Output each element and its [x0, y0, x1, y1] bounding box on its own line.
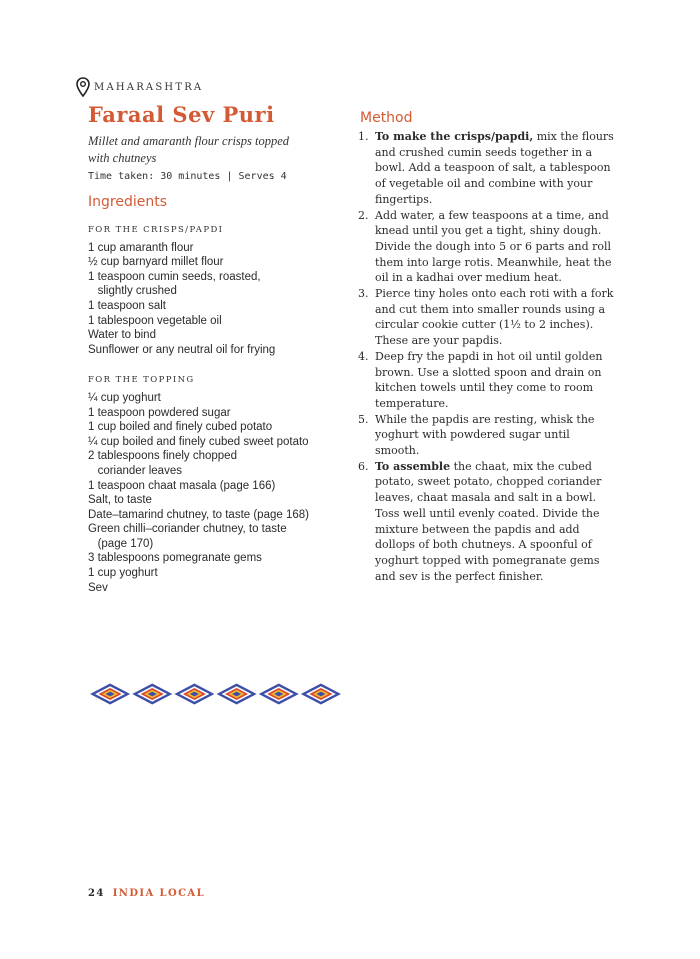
- step-number: 1.: [358, 130, 369, 143]
- step-lead: To assemble: [375, 459, 451, 473]
- ingredient-item: slightly crushed: [88, 285, 177, 298]
- method-step: 1. To make the crisps/papdi, mix the flours and crushed cumin seeds together in a bowl. Add a teaspoon of salt, a tablespoon of vegetable oil and combine with your fingertips.: [358, 130, 614, 206]
- ingredient-item: 1 tablespoon vegetable oil: [88, 314, 222, 327]
- method-steps: [358, 129, 616, 584]
- ingredient-section-label: FOR THE CRISPS/PAPDI: [88, 225, 224, 235]
- step-lead: To make the crisps/papdi,: [375, 130, 534, 143]
- ingredients-list: [88, 217, 338, 595]
- diamond-motif: [132, 684, 172, 705]
- ingredient-item: coriander leaves: [88, 464, 182, 477]
- ingredient-item: (page 170): [88, 537, 154, 550]
- region-label: [76, 77, 203, 97]
- diamond-motif: [217, 684, 257, 705]
- ingredient-item: 2 tablespoons finely chopped: [88, 450, 237, 463]
- step-number: 2.: [358, 208, 369, 222]
- ingredient-item: 1 teaspoon chaat masala (page 166): [88, 479, 276, 492]
- location-pin-icon: [76, 77, 90, 97]
- method-step: 4. Deep fry the papdi in hot oil until golden brown. Use a slotted spoon and drain on kitchen towels until they come to room temperature.: [358, 349, 603, 410]
- ingredient-section-label: FOR THE TOPPING: [88, 375, 195, 386]
- page-footer: [88, 888, 205, 899]
- ingredient-item: Water to bind: [88, 329, 156, 342]
- ingredient-item: Green chilli–coriander chutney, to taste: [88, 523, 287, 536]
- recipe-meta: Time taken: 30 minutes | Serves 4: [88, 171, 287, 182]
- ingredient-item: ½ cup barnyard millet flour: [88, 256, 224, 269]
- step-number: 3.: [358, 287, 369, 301]
- ingredient-item: 1 teaspoon powdered sugar: [88, 406, 231, 419]
- page-number: 24: [88, 888, 105, 899]
- diamond-motif: [90, 684, 130, 705]
- ingredient-item: 1 teaspoon salt: [88, 299, 167, 312]
- ingredient-item: ¼ cup boiled and finely cubed sweet potato: [88, 435, 309, 448]
- ingredient-item: Date–tamarind chutney, to taste (page 168): [88, 508, 309, 521]
- book-title: INDIA LOCAL: [112, 888, 206, 899]
- ingredient-item: 3 tablespoons pomegranate gems: [88, 552, 262, 565]
- ingredients-heading: Ingredients: [88, 194, 167, 210]
- recipe-title: Faraal Sev Puri: [88, 102, 275, 127]
- ingredient-item: Sunflower or any neutral oil for frying: [88, 343, 276, 356]
- diamond-motif: [259, 684, 299, 705]
- method-step: 6. To assemble the chaat, mix the cubed potato, sweet potato, chopped coriander leaves, chaat masala and salt in a bowl. Toss well until evenly coated. Divide the mixture between the papdis and add dollops of both chutneys. A spoonful of yoghurt topped with pomegranate gems and sev is the perfect finisher.: [358, 459, 602, 583]
- ingredient-item: Salt, to taste: [88, 494, 152, 507]
- step-number: 4.: [358, 349, 369, 363]
- ingredient-item: 1 cup boiled and finely cubed potato: [88, 421, 273, 434]
- ingredient-item: 1 teaspoon cumin seeds, roasted,: [88, 270, 261, 283]
- method-step: 5. While the papdis are resting, whisk the yoghurt with powdered sugar until smooth.: [358, 412, 595, 458]
- method-step: 2. Add water, a few teaspoons at a time, and knead until you get a tight, shiny dough. Divide the dough into 5 or 6 parts and roll them into large rotis. Meanwhile, heat the oil in a kadhai over medium heat.: [358, 208, 612, 285]
- ingredient-item: 1 cup yoghurt: [88, 567, 158, 580]
- ingredient-item: Sev: [88, 581, 108, 594]
- diamond-motif: [174, 684, 214, 705]
- ingredient-item: 1 cup amaranth flour: [88, 241, 194, 254]
- diamond-motif: [301, 684, 341, 705]
- method-heading: Method: [360, 110, 413, 126]
- region-name: MAHARASHTRA: [94, 81, 204, 93]
- ingredient-item: ¼ cup yoghurt: [88, 391, 161, 404]
- diamond-border-decoration: [89, 683, 342, 705]
- step-number: 5.: [358, 412, 369, 426]
- method-step: 3. Pierce tiny holes onto each roti with a fork and cut them into smaller rounds using a circular cookie cutter (1½ to 2 inches). These are your papdis.: [358, 287, 614, 348]
- recipe-subtitle: Millet and amaranth flour crisps topped with chutneys: [88, 134, 290, 165]
- step-number: 6.: [358, 459, 369, 473]
